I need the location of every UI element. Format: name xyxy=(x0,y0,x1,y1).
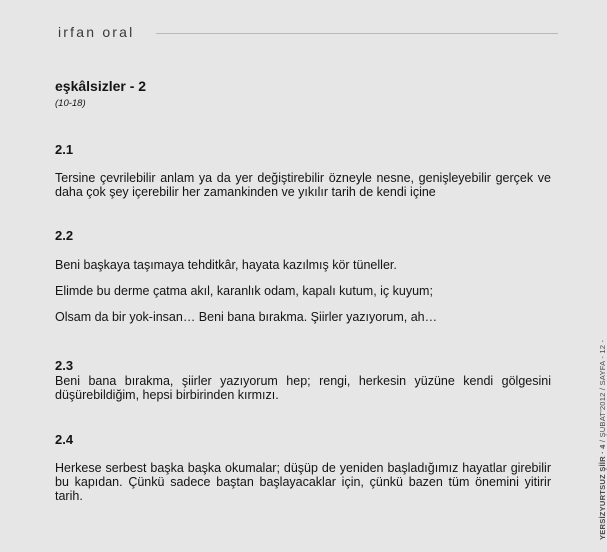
section-2-2 xyxy=(55,228,551,324)
section-paragraph: Beni bana bırakma, şiirler yazıyorum hep; rengi, herkesin yüzüne kendi gölgesini düşürebildiğim, hepsi birbirinden kırmızı. xyxy=(55,374,551,402)
section-number: 2.1 xyxy=(55,142,74,157)
issue-date: / ŞUBAT'2012 xyxy=(598,392,607,443)
header-divider xyxy=(156,33,558,34)
author-name: irfan oral xyxy=(58,24,135,40)
section-2-1 xyxy=(55,142,551,199)
section-paragraph: Beni başkaya taşımaya tehditkâr, hayata kazılmış kör tüneller. xyxy=(55,258,397,272)
article-title: eşkâlsizler - 2 xyxy=(55,78,147,94)
section-number: 2.2 xyxy=(55,228,74,243)
page-footer-vertical xyxy=(598,340,607,540)
page-header xyxy=(58,24,558,44)
magazine-name: YERSİZYURTSUZ ŞİİR · 4 xyxy=(598,444,607,540)
section-paragraph: Herkese serbest başka başka okumalar; düşüp de yeniden başladığımız hayatlar girebilir bu kapıdan. Çünkü sadece baştan başlayacaklar için, çünkü bazen tüm önemini yitirir tarih. xyxy=(55,461,551,503)
page-number: / SAYFA - 12 - xyxy=(598,339,607,391)
section-paragraph: Tersine çevrilebilir anlam ya da yer değiştirebilir özneyle nesne, genişleyebilir gerçek ve daha çok şey içerebilir her zamankinden ve yıkılır tarih de kendi içine xyxy=(55,171,551,199)
section-paragraph: Elimde bu derme çatma akıl, karanlık odam, kapalı kutum, iç kuyum; xyxy=(55,284,433,298)
section-2-3 xyxy=(55,358,551,402)
section-2-4 xyxy=(55,432,551,503)
article-subtitle: (10-18) xyxy=(55,98,86,109)
section-number: 2.4 xyxy=(55,432,74,447)
section-number: 2.3 xyxy=(55,358,74,373)
article xyxy=(55,78,551,503)
section-paragraph: Olsam da bir yok-insan… Beni bana bırakma. Şiirler yazıyorum, ah… xyxy=(55,310,438,324)
